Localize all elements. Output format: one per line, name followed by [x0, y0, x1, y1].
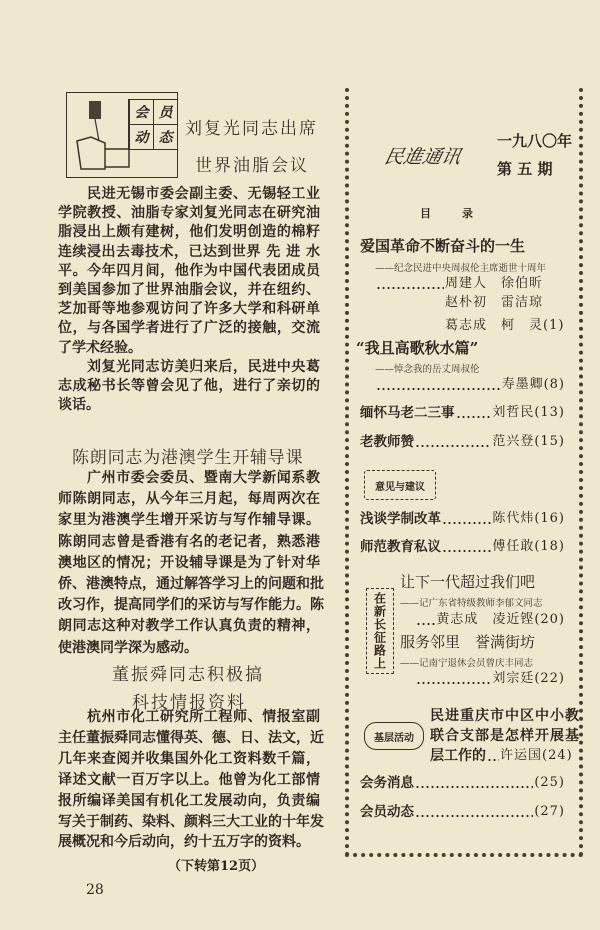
badge-char: 员 — [153, 99, 177, 124]
toc-entry-row — [375, 275, 565, 293]
page-number: 28 — [86, 882, 104, 898]
text-line: 到美国参加了世界油脂会议，并在纽约、 — [58, 282, 320, 298]
text-line: 几年来查阅并收集国外化工资料数千篇， — [58, 750, 320, 767]
dot-leader — [415, 433, 491, 451]
article-title: 世界油脂会议 — [195, 156, 309, 176]
toc-entry-title: 浅谈学制改革 — [360, 511, 441, 527]
article-title: 科技情报资料 — [132, 693, 246, 713]
column-badge-illustration — [66, 92, 178, 178]
text-line: 志成秘书长等曾会见了他，进行了亲切的 — [58, 378, 320, 394]
text-line: 广州市委会委员、暨南大学新闻系教 — [87, 470, 320, 486]
toc-author: 傅任敢(18) — [492, 539, 565, 554]
toc-entry-row — [415, 611, 565, 629]
text-line: 民进无锡市委会副主委、无锡轻工业 — [87, 186, 320, 202]
toc-author: 范兴登(15) — [492, 434, 565, 449]
toc-entry-row — [415, 670, 565, 688]
text-line: 改习作，提高同学们的采访与写作能力。陈 — [58, 597, 324, 614]
dot-leader — [415, 803, 533, 821]
text-line: 平。今年四月间，他作为中国代表团成员 — [58, 262, 320, 279]
dot-leader — [376, 376, 501, 394]
text-line: 侨、港澳特点，通过解答学习上的问题和批 — [58, 576, 324, 592]
toc-author: 许运国(24) — [500, 748, 573, 763]
toc-heading: 目 录 — [420, 207, 476, 220]
article-title: 董振舜同志积极搞 — [112, 665, 264, 685]
text-line: 家里为港澳学生增开采访与写作辅导课。 — [58, 512, 320, 529]
text-line: 学院教授、油脂专家刘复光同志在研究油 — [58, 205, 320, 222]
toc-author: 刘哲民(13) — [492, 405, 565, 420]
toc-entry-title[interactable]: 联合支部是怎样开展基 — [430, 728, 580, 744]
badge-char: 会 — [129, 99, 153, 124]
toc-entry-title: 老教师赞 — [360, 434, 414, 450]
toc-entry-title[interactable]: 让下一代超过我们吧 — [400, 573, 536, 591]
toc-author: 葛志成 柯 灵(1) — [445, 318, 565, 333]
toc-entry-row[interactable] — [360, 538, 565, 556]
text-line: 位，与各国学者进行了广泛的接触，交流 — [58, 320, 320, 337]
magazine-title: 民進通讯 — [382, 146, 464, 168]
armchair-lamp-icon — [71, 97, 131, 177]
text-line: 使港澳同学深为感动。 — [58, 639, 198, 656]
text-line: 谈话。 — [58, 397, 100, 414]
dot-leader — [456, 404, 492, 422]
toc-author: 周建人 徐伯昕 — [445, 276, 544, 291]
toc-author: 黄志成 凌近铿(20) — [436, 612, 565, 627]
toc-author — [445, 294, 543, 312]
toc-author — [445, 317, 564, 335]
section-label-opinion: 意见与建议 — [364, 470, 436, 500]
toc-entry-row[interactable] — [360, 433, 565, 451]
toc-author: 陈代炜(16) — [492, 511, 565, 526]
text-line: 杭州市化工研究所工程师、情报室副 — [87, 709, 320, 725]
toc-entry-subtitle: ——纪念民进中央周叔伦主席逝世十周年 — [375, 263, 547, 274]
text-line: 朗同志这种对教学工作认真负责的精神， — [58, 618, 320, 635]
toc-entry-row[interactable] — [360, 803, 565, 821]
toc-entry-subtitle: ——记广东省特级教师李郁文同志 — [400, 598, 543, 609]
toc-entry-title: 会务消息 — [360, 775, 414, 791]
toc-entry-row[interactable] — [360, 774, 565, 792]
dot-leader — [442, 510, 491, 528]
text-line: 脂浸出上颇有建树，他们发明创造的棉籽 — [58, 224, 320, 241]
column-badge — [128, 99, 177, 150]
toc-entry-title[interactable]: 爱国革命不断奋斗的一生 — [360, 237, 526, 255]
issue-number: 第 五 期 — [497, 160, 553, 178]
text-line: 师陈朗同志，从今年三月起，每周两次在 — [58, 491, 320, 508]
article-title: 刘复光同志出席 — [185, 119, 318, 139]
dot-leader — [376, 275, 444, 293]
text-line: 译述文献一百万字以上。他曾为化工部情 — [58, 771, 320, 788]
dot-leader — [487, 747, 499, 765]
toc-page: (27) — [534, 804, 565, 819]
text-line: 写关于制药、染料、颜料三大工业的十年发 — [58, 813, 324, 830]
text-line: 展概况和今后动向，约十五万字的资料。 — [58, 834, 310, 851]
badge-char: 态 — [153, 124, 177, 149]
toc-entry-title: 师范教育私议 — [360, 539, 441, 555]
article-title: 陈朗同志为港澳学生开辅导课 — [72, 448, 304, 468]
dot-leader — [416, 611, 435, 629]
text-line: 报所编译美国有机化工发展动向，负责编 — [58, 792, 320, 809]
toc-entry-row — [375, 376, 565, 394]
toc-entry-title: 缅怀马老二三事 — [360, 405, 455, 421]
toc-entry-title[interactable]: 民进重庆市中区中小教 — [430, 708, 580, 724]
dot-leader — [442, 538, 491, 556]
continued-note: （下转第12页） — [168, 859, 265, 874]
toc-entry-row[interactable] — [360, 510, 565, 528]
toc-entry-row[interactable] — [430, 747, 573, 765]
issue-year: 一九八〇年 — [497, 132, 573, 150]
text-line: 刘复光同志访美归来后，民进中央葛 — [87, 358, 320, 375]
text-line: 陈朗同志曾是香港有名的老记者，熟悉港 — [58, 533, 320, 550]
toc-entry-title[interactable]: 服务邻里 誉满街坊 — [400, 633, 536, 651]
toc-author: 寿墨卿(8) — [501, 377, 565, 392]
toc-entry-title: 会员动态 — [360, 804, 414, 820]
toc-author: 刘宗廷(22) — [492, 671, 565, 686]
toc-entry-title: 层工作的 — [430, 748, 486, 764]
dot-leader — [416, 670, 491, 688]
dot-leader — [415, 774, 533, 792]
toc-page: (25) — [534, 775, 565, 790]
toc-author: 赵朴初 雷洁琼 — [445, 295, 544, 310]
section-label-grassroots: 基层活动 — [364, 722, 424, 750]
text-line: 连续浸出去毒技术，已达到世界 先 进 水 — [58, 243, 320, 260]
text-line: 主任董振舜同志懂得英、德、日、法文，近 — [58, 729, 324, 746]
text-line: 芝加哥等地参观访问了许多大学和科研单 — [58, 301, 320, 318]
text-line: 了学术经验。 — [58, 339, 142, 356]
toc-entry-subtitle: ——悼念我的岳丈周叔伦 — [375, 364, 480, 375]
toc-entry-row[interactable] — [360, 404, 565, 422]
badge-char: 动 — [129, 124, 153, 149]
toc-entry-subtitle: ——记南宁退休会员曾庆丰同志 — [400, 658, 534, 669]
toc-entry-title[interactable]: “我且高歌秋水篇” — [356, 339, 479, 357]
section-label-new-long-march: 在新长征路上 — [366, 588, 394, 674]
text-line: 澳地区的情况；开设辅导课是为了针对华 — [58, 554, 320, 571]
